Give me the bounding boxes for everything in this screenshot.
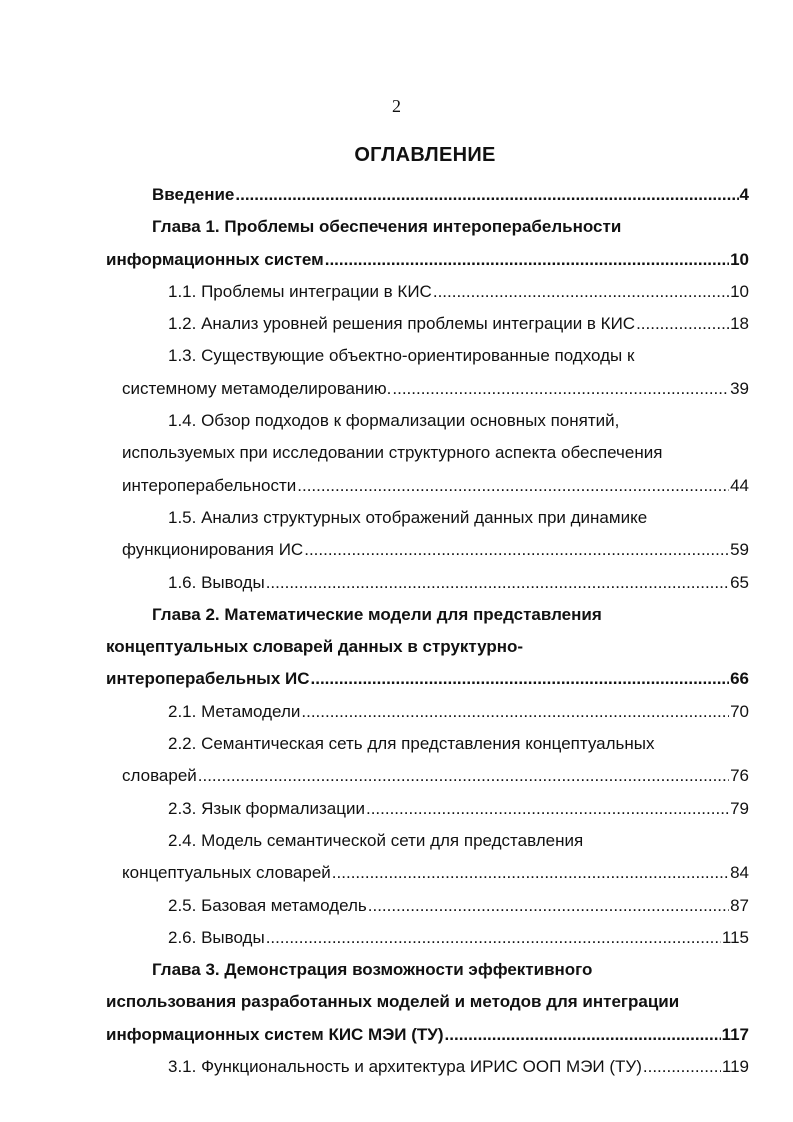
table-of-contents [0,179,793,1083]
toc-page-number: 115 [721,927,749,947]
dot-leader [198,760,729,792]
dot-leader [235,179,738,211]
dot-leader [368,890,729,922]
toc-entry[interactable] [0,567,793,599]
toc-entry-title: концептуальных словарей [122,863,331,883]
dot-leader [366,793,729,825]
dot-leader [266,922,721,954]
toc-entry-title: 1.1. Проблемы интеграции в КИС [168,281,432,301]
toc-entry[interactable] [0,696,793,728]
toc-entry[interactable] [0,793,793,825]
dot-leader [297,470,729,502]
dot-leader [636,308,729,340]
toc-entry-title: Глава 2. Математические модели для представления [152,604,602,624]
dot-leader [643,1051,721,1083]
toc-entry[interactable] [0,276,793,308]
toc-entry-title: интероперабельных ИС [106,669,310,689]
toc-entry-title: использования разработанных моделей и методов для интеграции [106,992,680,1012]
dot-leader [433,276,729,308]
toc-entry[interactable] [0,179,793,211]
toc-page-number: 65 [730,572,749,592]
toc-page-number: 4 [739,185,749,204]
toc-entry-title: 1.6. Выводы [168,572,265,592]
dot-leader [332,857,729,889]
toc-entry[interactable] [0,890,793,922]
dot-leader [325,244,729,276]
toc-entry-title: 2.6. Выводы [168,927,265,947]
toc-entry-title: информационных систем [106,249,324,269]
toc-entry-title: 1.3. Существующие объектно-ориентированные подходы к [168,346,635,366]
toc-entry-title: словарей [122,766,197,786]
toc-entry-title: 1.4. Обзор подходов к формализации основных понятий, [168,411,620,431]
toc-entry-title: 2.1. Метамодели [168,701,301,721]
toc-page-number: 87 [730,895,749,915]
toc-entry[interactable] [0,599,793,696]
toc-page-number: 18 [730,314,749,334]
toc-entry-title: Глава 1. Проблемы обеспечения интероперабельности [152,217,622,237]
dot-leader [392,373,729,405]
toc-entry[interactable] [0,502,793,567]
toc-title: ОГЛАВЛЕНИЕ [354,144,496,166]
toc-entry-title: 3.1. Функциональность и архитектура ИРИС ООП МЭИ (ТУ) [168,1057,642,1077]
toc-page-number: 76 [730,766,749,786]
toc-entry-title: 2.4. Модель семантической сети для представления [168,830,584,850]
toc-entry[interactable] [0,922,793,954]
toc-entry[interactable] [0,825,793,890]
toc-page-number: 84 [730,863,749,883]
toc-entry-title: интероперабельности [122,475,297,495]
page-number: 2 [392,96,401,116]
toc-page-number: 117 [721,1024,749,1044]
toc-entry[interactable] [0,954,793,1051]
toc-entry[interactable] [0,340,793,405]
toc-entry-title: концептуальных словарей данных в структурно- [106,637,524,657]
toc-entry[interactable] [0,211,793,276]
toc-page-number: 66 [730,669,749,689]
toc-entry-title: функционирования ИС [122,540,304,560]
toc-entry[interactable] [0,1051,793,1083]
toc-page-number: 10 [730,249,749,269]
toc-entry-title: 2.5. Базовая метамодель [168,895,367,915]
toc-entry-title: Глава 3. Демонстрация возможности эффективного [152,960,593,980]
toc-entry-title: информационных систем КИС МЭИ (ТУ) [106,1024,444,1044]
toc-entry[interactable] [0,405,793,502]
toc-page-number: 59 [730,540,749,560]
toc-entry-title: Введение [152,185,235,204]
toc-page-number: 39 [730,378,749,398]
dot-leader [266,567,729,599]
toc-entry-title: используемых при исследовании структурного аспекта обеспечения [122,443,663,463]
dot-leader [311,663,730,695]
toc-page-number: 70 [730,701,749,721]
dot-leader [445,1019,721,1051]
toc-page-number: 10 [730,281,749,301]
toc-page-number: 79 [730,798,749,818]
toc-entry-title: 2.3. Язык формализации [168,798,365,818]
toc-entry-title: 2.2. Семантическая сеть для представления концептуальных [168,734,655,754]
toc-page-number: 119 [721,1057,749,1077]
toc-entry-title: 1.2. Анализ уровней решения проблемы интеграции в КИС [168,314,636,334]
toc-entry-title: 1.5. Анализ структурных отображений данных при динамике [168,507,648,527]
toc-page-number: 44 [730,475,749,495]
dot-leader [301,696,729,728]
toc-entry[interactable] [0,728,793,793]
toc-entry[interactable] [0,308,793,340]
toc-entry-title: системному метамоделированию. [122,378,392,398]
dot-leader [304,534,729,566]
